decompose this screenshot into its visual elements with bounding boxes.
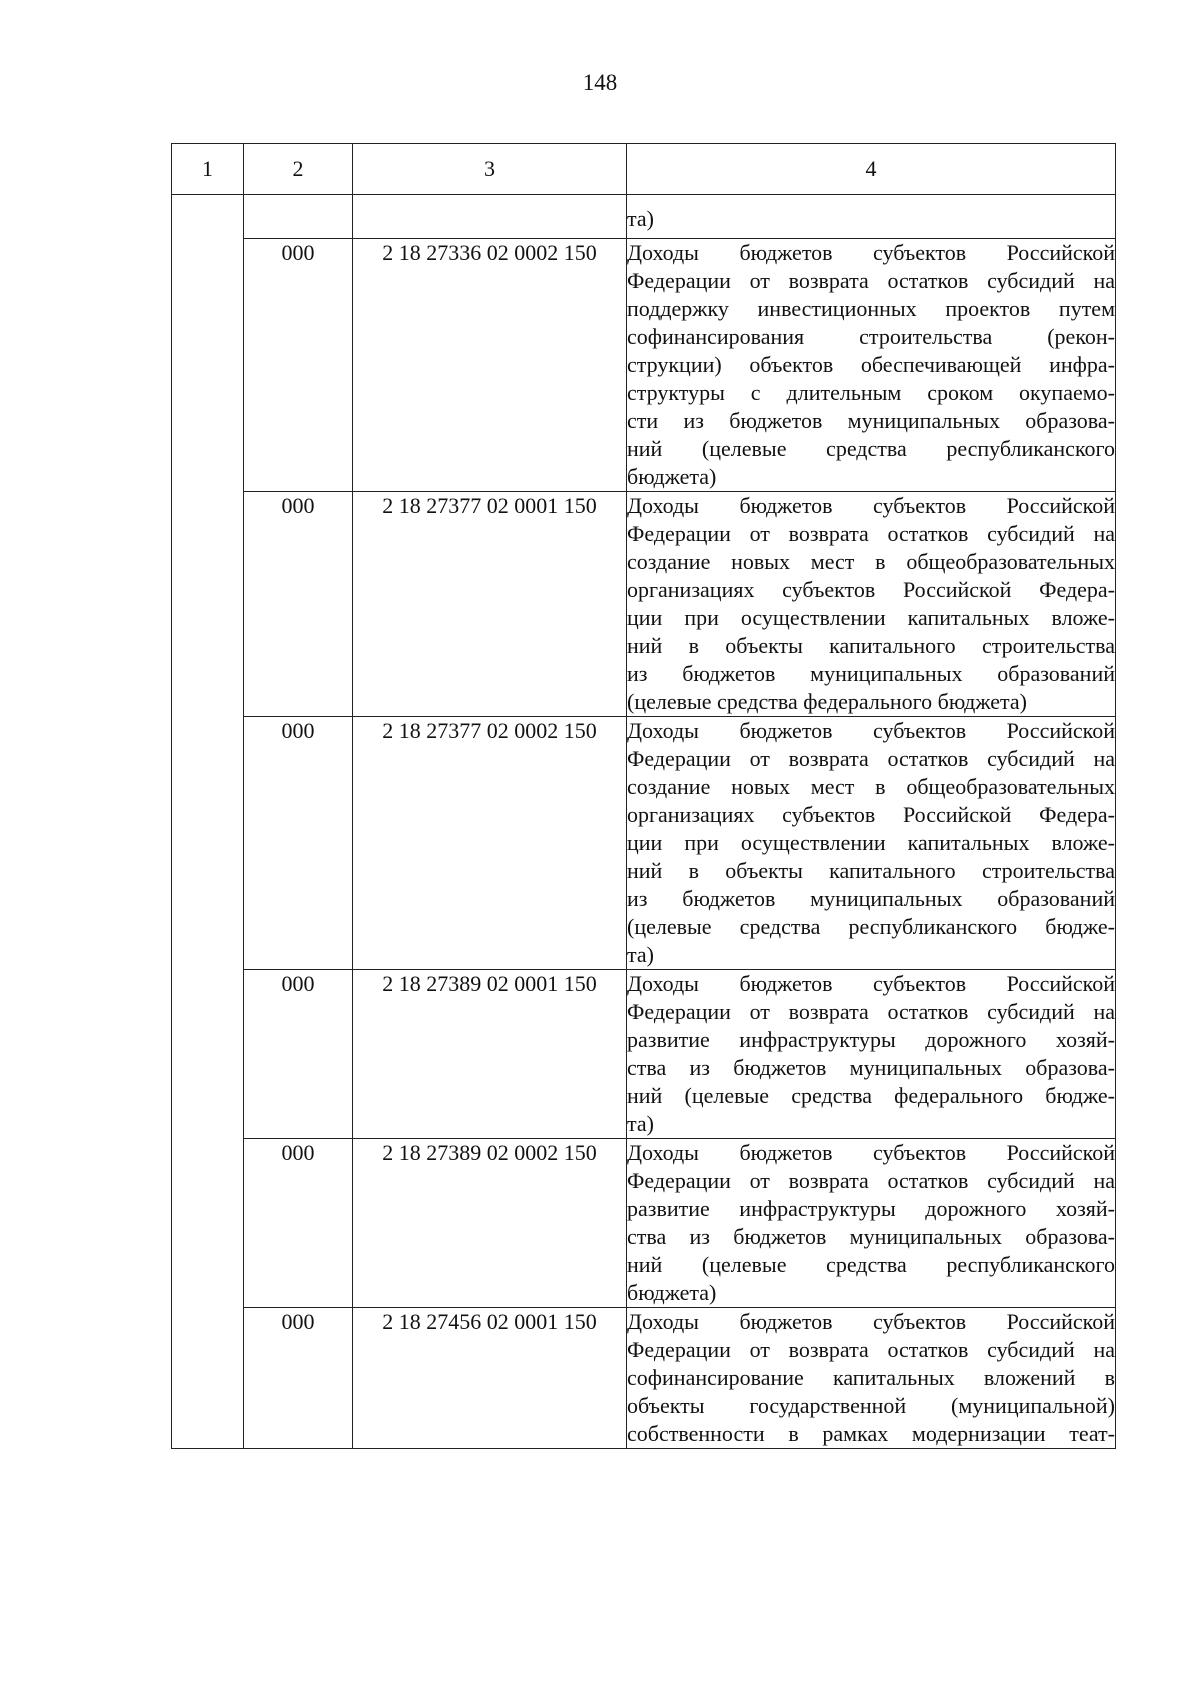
- table-row: [172, 717, 1116, 970]
- admin-code-cell: 000: [244, 1308, 353, 1449]
- description-line: та): [627, 206, 654, 231]
- description-line: та): [627, 942, 654, 967]
- revenue-code-cell: 2 18 27377 02 0001 150: [353, 492, 627, 717]
- description-line: Доходы бюджетов субъектов Российской: [627, 1309, 1115, 1334]
- description-line: бюджета): [627, 464, 717, 489]
- column-header-2: 2: [244, 144, 353, 195]
- table-row: [172, 970, 1116, 1139]
- description-line: Федерации от возврата остатков субсидий на: [627, 1337, 1115, 1362]
- column-header-4: 4: [627, 144, 1116, 195]
- table-row: [172, 195, 1116, 239]
- description-cell: [627, 492, 1116, 717]
- description-line: (целевые средства федерального бюджета): [627, 689, 1027, 714]
- table-row: [172, 239, 1116, 492]
- description-line: ний (целевые средства республиканского: [627, 1252, 1115, 1277]
- column-header-3: 3: [353, 144, 627, 195]
- description-cell: [627, 1308, 1116, 1449]
- description-line: софинансирования строительства (рекон-: [627, 324, 1115, 349]
- admin-code-cell: 000: [244, 239, 353, 492]
- description-cell: [627, 239, 1116, 492]
- revenue-code-cell: [353, 195, 627, 239]
- description-line: ний в объекты капитального строительства: [627, 858, 1115, 883]
- description-line: бюджета): [627, 1280, 717, 1305]
- table-row: [172, 1139, 1116, 1308]
- description-line: Федерации от возврата остатков субсидий на: [627, 999, 1115, 1024]
- table-row: [172, 1308, 1116, 1449]
- description-line: Федерации от возврата остатков субсидий на: [627, 746, 1115, 771]
- description-line: из бюджетов муниципальных образований: [627, 886, 1115, 911]
- admin-code-cell: 000: [244, 717, 353, 970]
- table-body: [172, 195, 1116, 1449]
- description-cell: [627, 717, 1116, 970]
- description-line: ний (целевые средства республиканского: [627, 436, 1115, 461]
- page-number: 148: [582, 70, 618, 95]
- description-line: ции при осуществлении капитальных вложе-: [627, 830, 1115, 855]
- revenue-code-cell: 2 18 27336 02 0002 150: [353, 239, 627, 492]
- description-line: Доходы бюджетов субъектов Российской: [627, 718, 1115, 743]
- description-line: создание новых мест в общеобразовательных: [627, 549, 1115, 574]
- description-line: Доходы бюджетов субъектов Российской: [627, 1140, 1115, 1165]
- revenue-code-cell: 2 18 27377 02 0002 150: [353, 717, 627, 970]
- admin-code-cell: 000: [244, 492, 353, 717]
- description-line: создание новых мест в общеобразовательных: [627, 774, 1115, 799]
- description-line: из бюджетов муниципальных образований: [627, 661, 1115, 686]
- description-line: Доходы бюджетов субъектов Российской: [627, 240, 1115, 265]
- description-line: софинансирование капитальных вложений в: [627, 1365, 1115, 1390]
- description-line: ства из бюджетов муниципальных образова-: [627, 1224, 1115, 1249]
- description-line: организациях субъектов Российской Федера-: [627, 577, 1115, 602]
- revenue-code-cell: 2 18 27456 02 0001 150: [353, 1308, 627, 1449]
- row-number-cell: [172, 195, 244, 1449]
- admin-code-cell: [244, 195, 353, 239]
- revenue-code-cell: 2 18 27389 02 0002 150: [353, 1139, 627, 1308]
- admin-code-cell: 000: [244, 970, 353, 1139]
- description-line: сти из бюджетов муниципальных образова-: [627, 408, 1115, 433]
- description-line: Доходы бюджетов субъектов Российской: [627, 971, 1115, 996]
- description-line: организациях субъектов Российской Федера-: [627, 802, 1115, 827]
- description-line: ства из бюджетов муниципальных образова-: [627, 1055, 1115, 1080]
- column-header-1: 1: [172, 144, 244, 195]
- description-line: ний (целевые средства федерального бюдже-: [627, 1083, 1115, 1108]
- table-row: [172, 492, 1116, 717]
- description-line: развитие инфраструктуры дорожного хозяй-: [627, 1196, 1115, 1221]
- revenue-code-cell: 2 18 27389 02 0001 150: [353, 970, 627, 1139]
- description-line: ции при осуществлении капитальных вложе-: [627, 605, 1115, 630]
- description-line: та): [627, 1111, 654, 1136]
- description-cell: [627, 1139, 1116, 1308]
- description-line: объекты государственной (муниципальной): [627, 1393, 1115, 1418]
- description-line: структуры с длительным сроком окупаемо-: [627, 380, 1115, 405]
- description-line: поддержку инвестиционных проектов путем: [627, 296, 1115, 321]
- description-cell: [627, 195, 1116, 239]
- description-line: Федерации от возврата остатков субсидий на: [627, 268, 1115, 293]
- description-line: Федерации от возврата остатков субсидий на: [627, 521, 1115, 546]
- description-line: ний в объекты капитального строительства: [627, 633, 1115, 658]
- description-line: Доходы бюджетов субъектов Российской: [627, 493, 1115, 518]
- description-line: струкции) объектов обеспечивающей инфра-: [627, 352, 1115, 377]
- budget-revenue-table: [171, 143, 1116, 1449]
- description-line: (целевые средства республиканского бюдже-: [627, 914, 1115, 939]
- description-line: собственности в рамках модернизации теат-: [627, 1421, 1115, 1446]
- table-header-row: [172, 144, 1116, 195]
- description-cell: [627, 970, 1116, 1139]
- admin-code-cell: 000: [244, 1139, 353, 1308]
- description-line: Федерации от возврата остатков субсидий на: [627, 1168, 1115, 1193]
- description-line: развитие инфраструктуры дорожного хозяй-: [627, 1027, 1115, 1052]
